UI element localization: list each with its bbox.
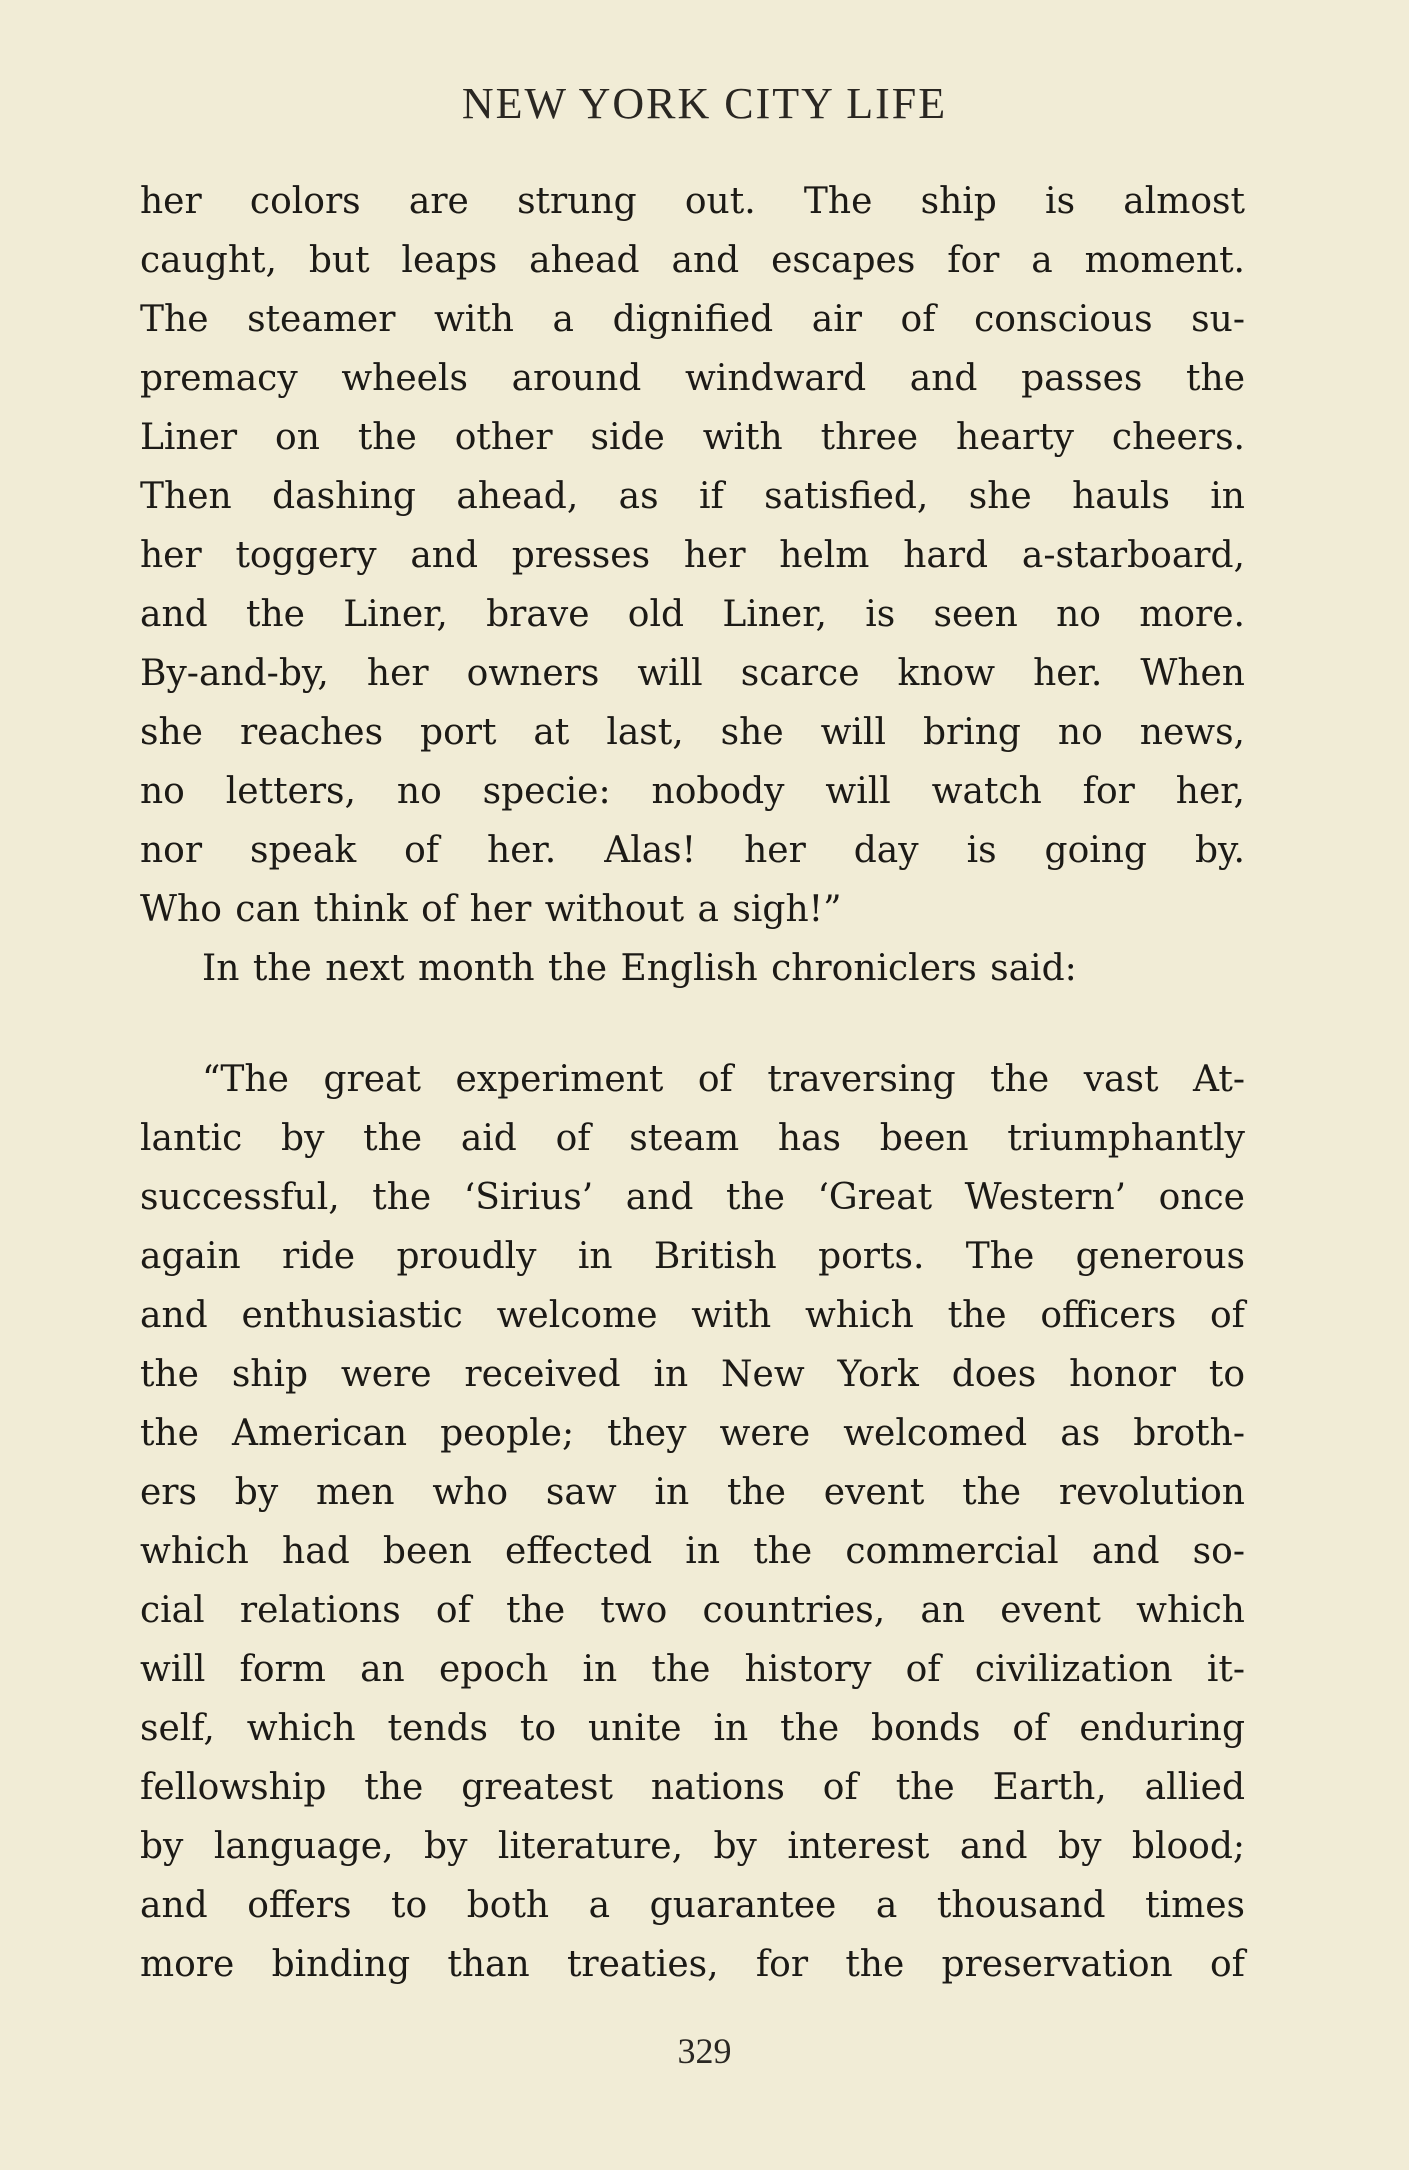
text-line: caught, but leaps ahead and escapes for a moment. (140, 240, 1245, 281)
quote-line: will form an epoch in the history of civilization it- (140, 1649, 1245, 1690)
text-line: nor speak of her. Alas! her day is going by. (140, 830, 1245, 871)
text-line: her colors are strung out. The ship is almost (140, 181, 1245, 222)
running-head: NEW YORK CITY LIFE (461, 79, 948, 128)
quote-line: and enthusiastic welcome with which the officers of (140, 1295, 1245, 1336)
text-line: Then dashing ahead, as if satisfied, she hauls in (140, 476, 1245, 517)
text-line: Who can think of her without a sigh!” (140, 889, 842, 930)
quote-line: the American people; they were welcomed as broth- (140, 1413, 1245, 1454)
quote-line: lantic by the aid of steam has been triumphantly (140, 1118, 1245, 1159)
quote-line: self, which tends to unite in the bonds of enduring (140, 1708, 1245, 1749)
page-number: 329 (677, 2031, 732, 2071)
quote-line: cial relations of the two countries, an event which (140, 1590, 1245, 1631)
quote-line: again ride proudly in British ports. The generous (140, 1236, 1245, 1277)
quote-line: which had been effected in the commercial and so- (140, 1531, 1245, 1572)
quote-line: successful, the ‘Sirius’ and the ‘Great Western’ once (140, 1177, 1245, 1218)
quote-line: and offers to both a guarantee a thousand times (140, 1885, 1245, 1926)
text-line: Liner on the other side with three hearty cheers. (140, 417, 1245, 458)
quote-line: fellowship the greatest nations of the Earth, allied (140, 1767, 1245, 1808)
quote-line: by language, by literature, by interest and by blood; (140, 1826, 1245, 1867)
text-line: In the next month the English chroniclers said: (202, 948, 1077, 989)
text-line: The steamer with a dignified air of conscious su- (140, 299, 1245, 340)
text-line: no letters, no specie: nobody will watch for her, (140, 771, 1245, 812)
quote-line: the ship were received in New York does honor to (140, 1354, 1245, 1395)
text-line: By-and-by, her owners will scarce know her. When (140, 653, 1245, 694)
quote-line: ers by men who saw in the event the revolution (140, 1472, 1245, 1513)
body-text (140, 172, 1245, 1994)
paragraph-gap (140, 998, 1245, 1050)
text-line: her toggery and presses her helm hard a-starboard, (140, 535, 1245, 576)
text-line: premacy wheels around windward and passes the (140, 358, 1245, 399)
text-line: she reaches port at last, she will bring no news, (140, 712, 1245, 753)
quote-line: “The great experiment of traversing the vast At- (202, 1059, 1245, 1100)
quote-line: more binding than treaties, for the preservation of (140, 1944, 1245, 1985)
text-line: and the Liner, brave old Liner, is seen no more. (140, 594, 1245, 635)
